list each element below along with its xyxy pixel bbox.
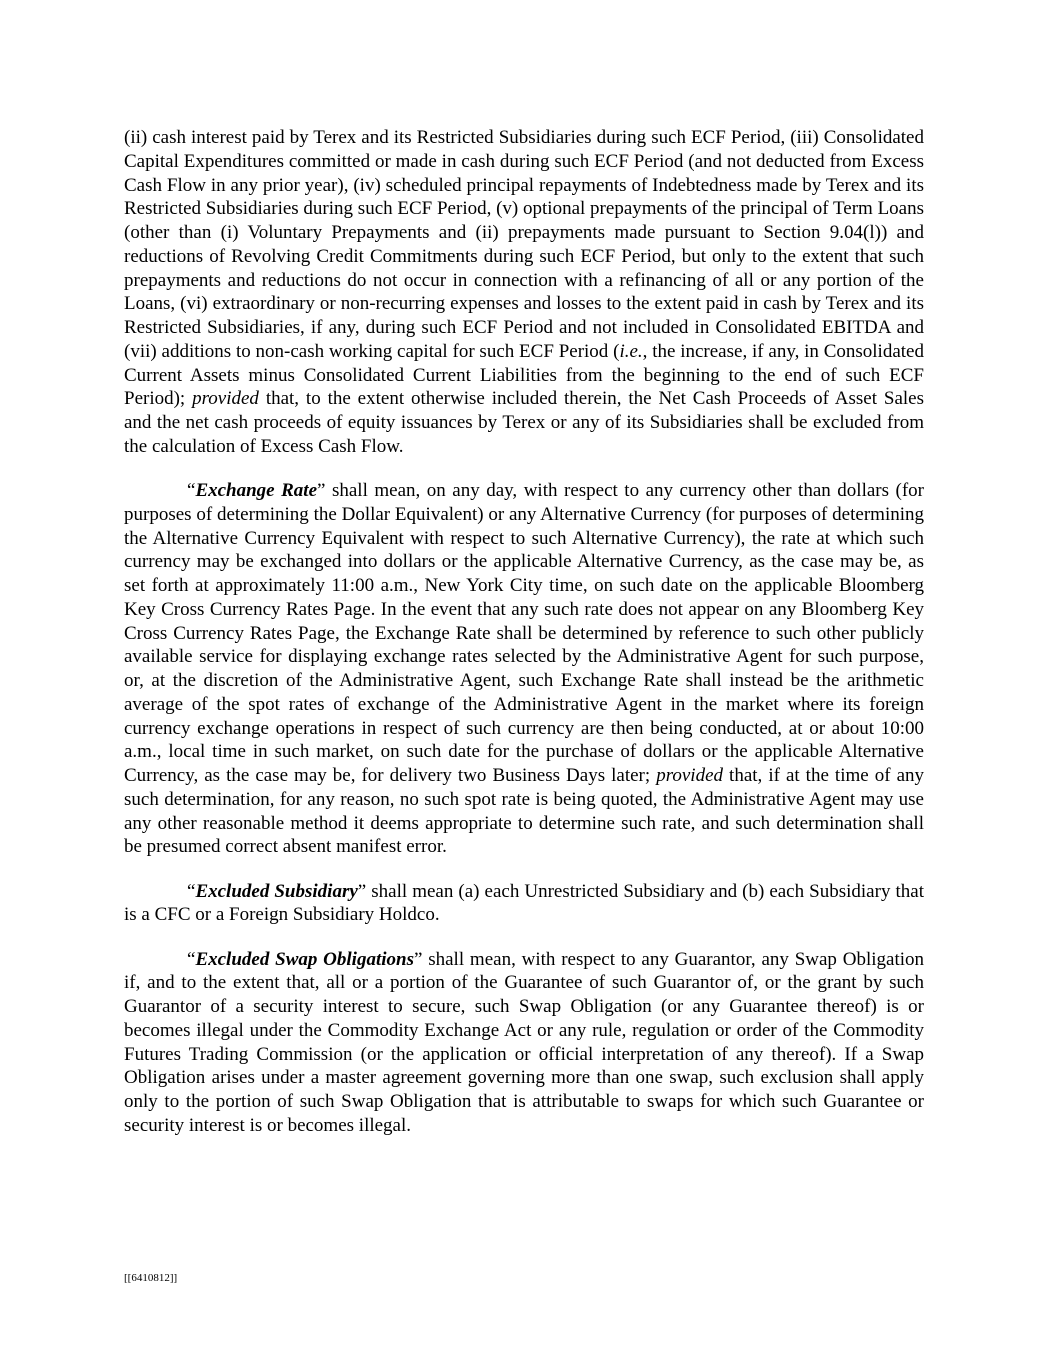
paragraph-excluded-subsidiary-definition xyxy=(124,880,924,928)
text-run: shall mean (a) each Unrestricted Subsidiary and (b) each Subsidiary that is a CFC or a Foreign Subsidiary Holdco. xyxy=(124,880,924,926)
document-body xyxy=(124,126,924,1158)
defined-term-exchange-rate: Exchange Rate xyxy=(195,480,318,501)
italic-provided: provided xyxy=(192,388,259,410)
open-quote: “ xyxy=(187,480,196,501)
defined-term-excluded-swap-obligations: Excluded Swap Obligations xyxy=(195,948,414,970)
italic-ie: i.e. xyxy=(619,340,643,362)
open-quote: “ xyxy=(187,948,196,970)
text-run: (ii) cash interest paid by Terex and its Restricted Subsidiaries during such ECF Period, (iii) Consolidated Capital Expenditures committed or made in cash during such ECF Period (and not deducted from Excess Cash Flow in any prior year), (iv) scheduled principal repayments of Indebtedness made by Terex and its Restricted Subsidiaries during such ECF Period, (v) optional prepayments of the principal of Term Loans (other than (i) Voluntary Prepayments and (ii) prepayments made pursuant to Section 9.04(l)) and reductions of Revolving Credit Commitments during such ECF Period, but only to the extent that such prepayments and reductions do not occur in connection with a refinancing of all or any portion of the Loans, (vi) extraordinary or non-recurring expenses and losses to the extent paid in cash by Terex and its Restricted Subsidiaries, if any, during such ECF Period and not included in Consolidated EBITDA and (vii) additions to non-cash working capital for such ECF Period ( xyxy=(124,127,924,362)
close-quote: ” xyxy=(357,880,367,902)
document-id-footer: [[6410812]] xyxy=(124,1272,178,1284)
text-run: shall mean, on any day, with respect to any currency other than dollars (for purposes of determining the Dollar Equivalent) or any Alternative Currency (for purposes of determining the Alternative Currency Equivalent with respect to such Alternative Currency), the rate at which such currency may be exchanged into dollars or the applicable Alternative Currency, as the case may be, as set forth at approximately 11:00 a.m., New York City time, on such date on the applicable Bloomberg Key Cross Currency Rates Page. In the event that any such rate does not appear on any Bloomberg Key Cross Currency Rates Page, the Exchange Rate shall be determined by reference to such other publicly available service for displaying exchange rates selected by the Administrative Agent for such purpose, or, at the discretion of the Administrative Agent, such Exchange Rate shall instead be the arithmetic average of the spot rates of exchange of the Administrative Agent in the market where its foreign currency exchange operations in respect of such currency are then being conducted, at or about 10:00 a.m., local time in such market, on such date for the purchase of dollars or the applicable Alternative Currency, as the case may be, for delivery two Business Days later; xyxy=(124,480,924,786)
defined-term-excluded-subsidiary: Excluded Subsidiary xyxy=(195,880,358,902)
paragraph-exchange-rate-definition xyxy=(124,479,924,859)
paragraph-excluded-swap-obligations-definition xyxy=(124,948,924,1138)
text-run: shall mean, with respect to any Guarantor, any Swap Obligation if, and to the extent that, all or a portion of the Guarantee of such Guarantor of, or the grant by such Guarantor of a security interest to secure, such Swap Obligation (or any Guarantee thereof) is or becomes illegal under the Commodity Exchange Act or any rule, regulation or order of the Commodity Futures Trading Commission (or the application or official interpretation of any thereof). If a Swap Obligation arises under a master agreement governing more than one swap, such exclusion shall apply only to the portion of such Swap Obligation that is attributable to swaps for which such Guarantee or security interest is or becomes illegal. xyxy=(124,948,924,1136)
close-quote: ” xyxy=(413,948,423,970)
open-quote: “ xyxy=(187,880,196,902)
paragraph-excess-cash-flow-continuation xyxy=(124,126,924,459)
text-run: that, to the extent otherwise included therein, the Net Cash Proceeds of Asset Sales and the net cash proceeds of equity issuances by Terex or any of its Subsidiaries shall be excluded from the calculation of Excess Cash Flow. xyxy=(124,388,924,457)
close-quote: ” xyxy=(317,480,326,501)
text-run: , the increase, if any, in Consolidated Current Assets minus Consolidated Current Liabilities from the beginning to the end of such ECF Period); xyxy=(124,340,924,410)
italic-provided: provided xyxy=(656,765,724,786)
text-run: that, if at the time of any such determination, for any reason, no such spot rate is being quoted, the Administrative Agent may use any other reasonable method it deems appropriate to determine such rate, and such determination shall be presumed correct absent manifest error. xyxy=(124,765,924,858)
